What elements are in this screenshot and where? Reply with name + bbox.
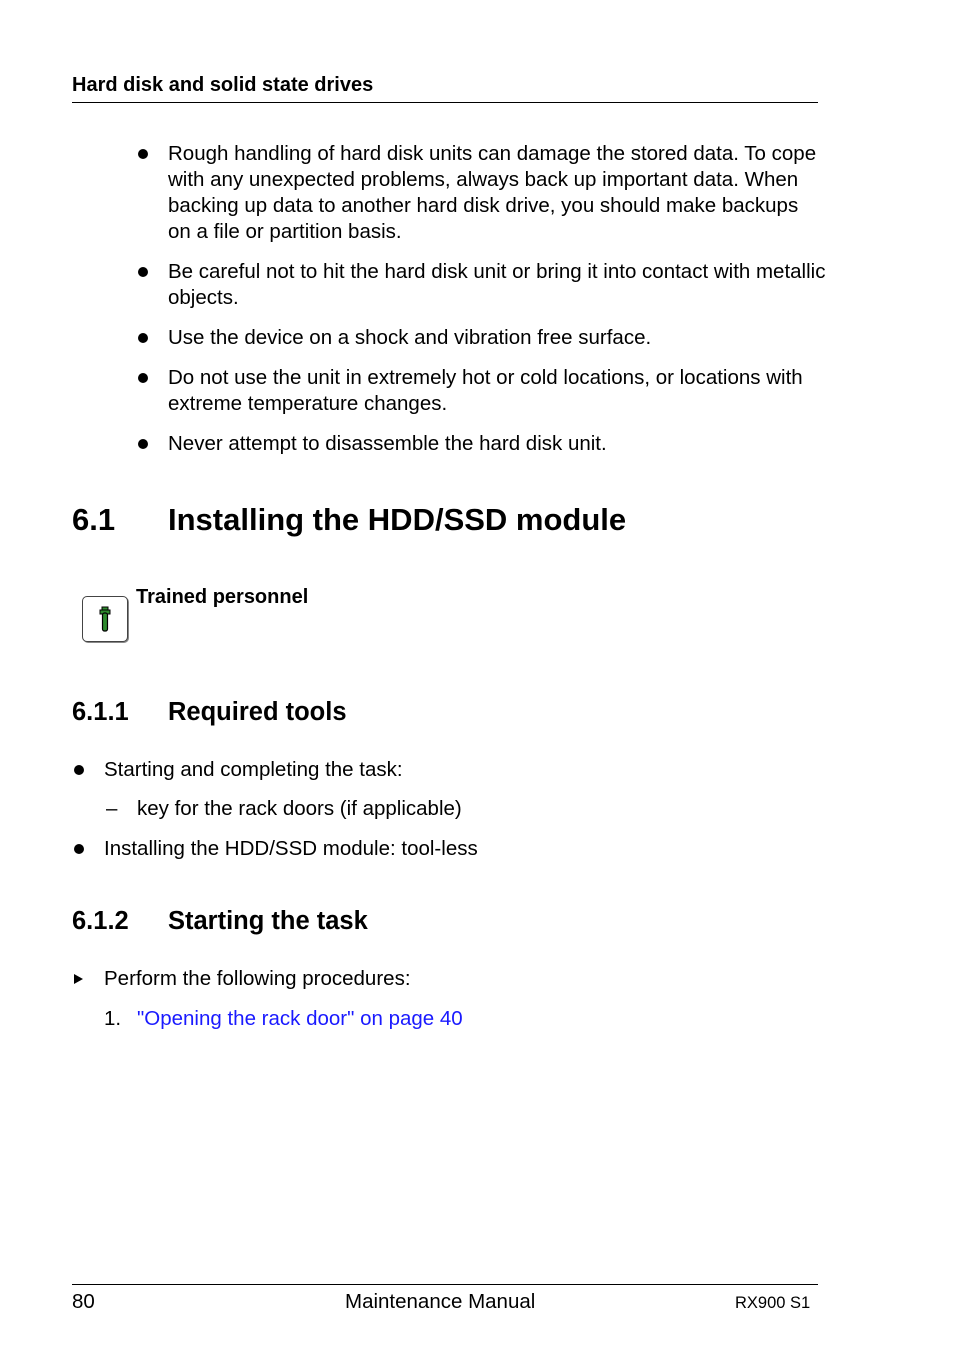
list-item [136, 259, 826, 311]
sub-list-item-text: key for the rack doors (if applicable) [137, 797, 462, 820]
list-item [72, 836, 772, 862]
list-item [136, 141, 826, 245]
footer-divider [72, 1284, 818, 1285]
subsection-title: Starting the task [168, 907, 368, 935]
list-item-text: Installing the HDD/SSD module: tool-less [104, 837, 478, 860]
list-item [136, 365, 826, 417]
bullet-icon [74, 844, 84, 854]
tools-list [72, 757, 772, 862]
dash-marker: – [106, 797, 118, 820]
subsection-heading-task [72, 905, 368, 937]
section-heading [72, 500, 626, 540]
precautions-list [136, 141, 826, 471]
triangle-right-icon [74, 974, 83, 984]
bullet-icon [138, 439, 148, 449]
bullet-icon [138, 373, 148, 383]
instruction-text: Perform the following procedures: [104, 967, 411, 990]
bullet-icon [138, 267, 148, 277]
step-number: 1. [104, 1007, 122, 1030]
section-title: Installing the HDD/SSD module [168, 502, 627, 537]
wrench-icon [82, 596, 128, 642]
footer-title: Maintenance Manual [345, 1290, 536, 1313]
procedure-steps [72, 966, 772, 1032]
bullet-icon [138, 149, 148, 159]
sub-list-item [72, 796, 772, 822]
subsection-number: 6.1.1 [72, 698, 129, 726]
wrench-icon-graphic [83, 597, 127, 641]
bullet-icon [138, 333, 148, 343]
list-item [136, 325, 826, 351]
list-item-text: Be careful not to hit the hard disk unit or bring it into contact with metallic objects. [168, 260, 826, 309]
personnel-label: Trained personnel [136, 586, 309, 608]
subsection-title: Required tools [168, 698, 347, 726]
subsection-number: 6.1.2 [72, 907, 129, 935]
step-item [72, 1006, 772, 1032]
list-item-text: Do not use the unit in extremely hot or cold locations, or locations with extreme temperature changes. [168, 366, 803, 415]
running-header-title: Hard disk and solid state drives [72, 74, 374, 96]
section-number: 6.1 [72, 502, 116, 537]
list-item [72, 757, 772, 783]
subsection-heading-tools [72, 696, 347, 728]
opening-rack-door-link[interactable]: "Opening the rack door" on page 40 [137, 1007, 463, 1030]
list-item-text: Starting and completing the task: [104, 758, 403, 781]
list-item-text: Use the device on a shock and vibration free surface. [168, 326, 652, 349]
list-item-text: Rough handling of hard disk units can damage the stored data. To cope with any unexpected problems, always back up important data. When backing up data to another hard disk drive, you should make backups on a file or partition basis. [168, 142, 817, 243]
footer-model: RX900 S1 [735, 1294, 811, 1312]
page-number: 80 [72, 1290, 95, 1313]
running-header [72, 72, 818, 103]
bullet-icon [74, 765, 84, 775]
list-item [136, 431, 826, 457]
list-item-text: Never attempt to disassemble the hard disk unit. [168, 432, 607, 455]
instruction [72, 966, 772, 992]
